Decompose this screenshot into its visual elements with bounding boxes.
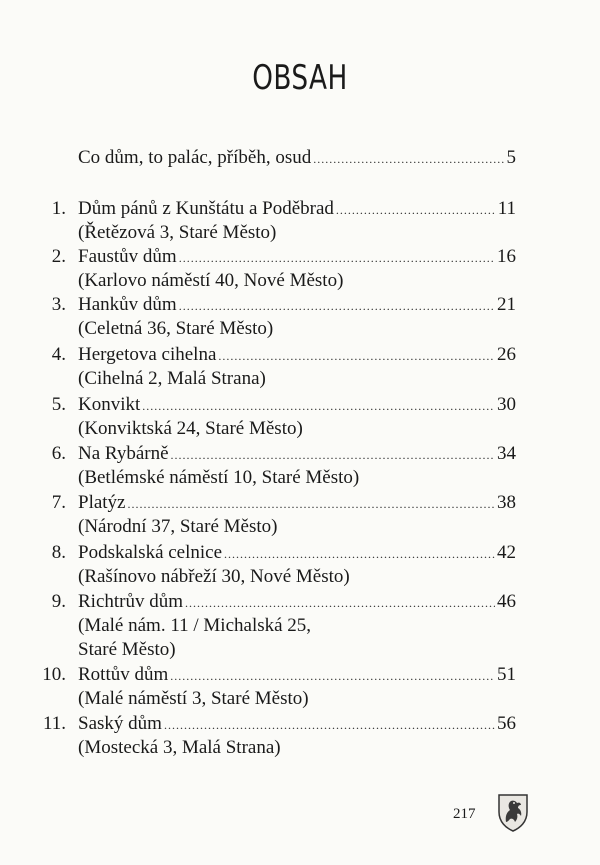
leader-dots [170,664,495,688]
leader-dots [179,246,495,270]
page-title: OBSAH [252,58,348,98]
toc-entry-number: 1. [51,198,66,219]
toc-page-number: 26 [497,344,516,365]
toc-entry-title: Hankův dům [78,294,177,315]
toc-entry-title: Na Rybárně [78,443,169,464]
leader-dots [185,591,495,615]
toc-entry-address: (Mostecká 3, Malá Strana) [78,737,281,758]
toc-entry[interactable] [78,293,516,317]
toc-entry-number: 2. [51,246,66,267]
toc-entry-number: 8. [51,542,66,563]
toc-page-number: 5 [506,147,516,168]
toc-entry-number: 4. [51,344,66,365]
toc-entry-title: Saský dům [78,713,162,734]
toc-entry-title: Faustův dům [78,246,177,267]
toc-entry-number: 10. [42,664,66,685]
toc-entry[interactable] [78,245,516,269]
toc-entry[interactable] [78,491,516,515]
leader-dots [142,394,495,418]
toc-entry-title: Podskalská celnice [78,542,223,563]
leader-dots [336,198,496,222]
toc-entry-title: Platýz [78,492,126,513]
toc-page-number: 34 [497,443,516,464]
toc-entry-title: Richtrův dům [78,591,184,612]
toc-page-number: 38 [497,492,516,513]
toc-entry[interactable] [78,712,516,736]
toc-entry-number: 5. [51,394,66,415]
toc-entry-address: (Konviktská 24, Staré Město) [78,418,303,439]
toc-entry-number: 9. [51,591,66,612]
toc-entry[interactable] [78,541,516,565]
toc-entry[interactable] [78,197,516,221]
toc-page-number: 11 [497,198,516,219]
toc-intro[interactable] [78,146,516,170]
toc-entry-title: Dům pánů z Kunštátu a Poděbrad [78,198,334,219]
toc-entry-address: (Národní 37, Staré Město) [78,516,278,537]
toc-entry-address: (Celetná 36, Staré Město) [78,318,274,339]
toc-page-number: 21 [497,294,516,315]
toc-entry-title: Co dům, to palác, příběh, osud [78,147,312,168]
leader-dots [179,294,495,318]
page-number: 217 [453,806,476,822]
toc-entry[interactable] [78,343,516,367]
toc-entry[interactable] [78,590,516,614]
toc-entry-title: Rottův dům [78,664,169,685]
toc-entry-number: 11. [42,713,66,734]
heraldic-lion-icon [496,792,530,832]
toc-page-number: 51 [497,664,516,685]
toc-page-number: 42 [497,542,516,563]
toc-page-number: 16 [497,246,516,267]
toc-entry-address: (Rašínovo nábřeží 30, Nové Město) [78,566,350,587]
toc-page-number: 46 [497,591,516,612]
toc-entry-address: (Karlovo náměstí 40, Nové Město) [78,270,344,291]
toc-entry-number: 6. [51,443,66,464]
toc-entry[interactable] [78,663,516,687]
toc-entry-title: Hergetova cihelna [78,344,217,365]
leader-dots [224,542,495,566]
toc-page-number: 30 [497,394,516,415]
toc-entry-address: (Malé nám. 11 / Michalská 25, [78,615,312,636]
toc-entry[interactable] [78,442,516,466]
toc-entry-address: (Cihelná 2, Malá Strana) [78,368,266,389]
leader-dots [164,713,495,737]
leader-dots [313,147,504,171]
toc-entry-address: (Betlémské náměstí 10, Staré Město) [78,467,360,488]
toc-entry-address: (Malé náměstí 3, Staré Město) [78,688,309,709]
toc-entry-address: (Řetězová 3, Staré Město) [78,222,277,243]
leader-dots [171,443,495,467]
toc-page-number: 56 [497,713,516,734]
toc-entry-address: Staré Město) [78,639,176,660]
toc-entry-number: 3. [51,294,66,315]
leader-dots [218,344,495,368]
toc-entry-title: Konvikt [78,394,141,415]
leader-dots [128,492,496,516]
toc-entry-number: 7. [51,492,66,513]
toc-entry[interactable] [78,393,516,417]
